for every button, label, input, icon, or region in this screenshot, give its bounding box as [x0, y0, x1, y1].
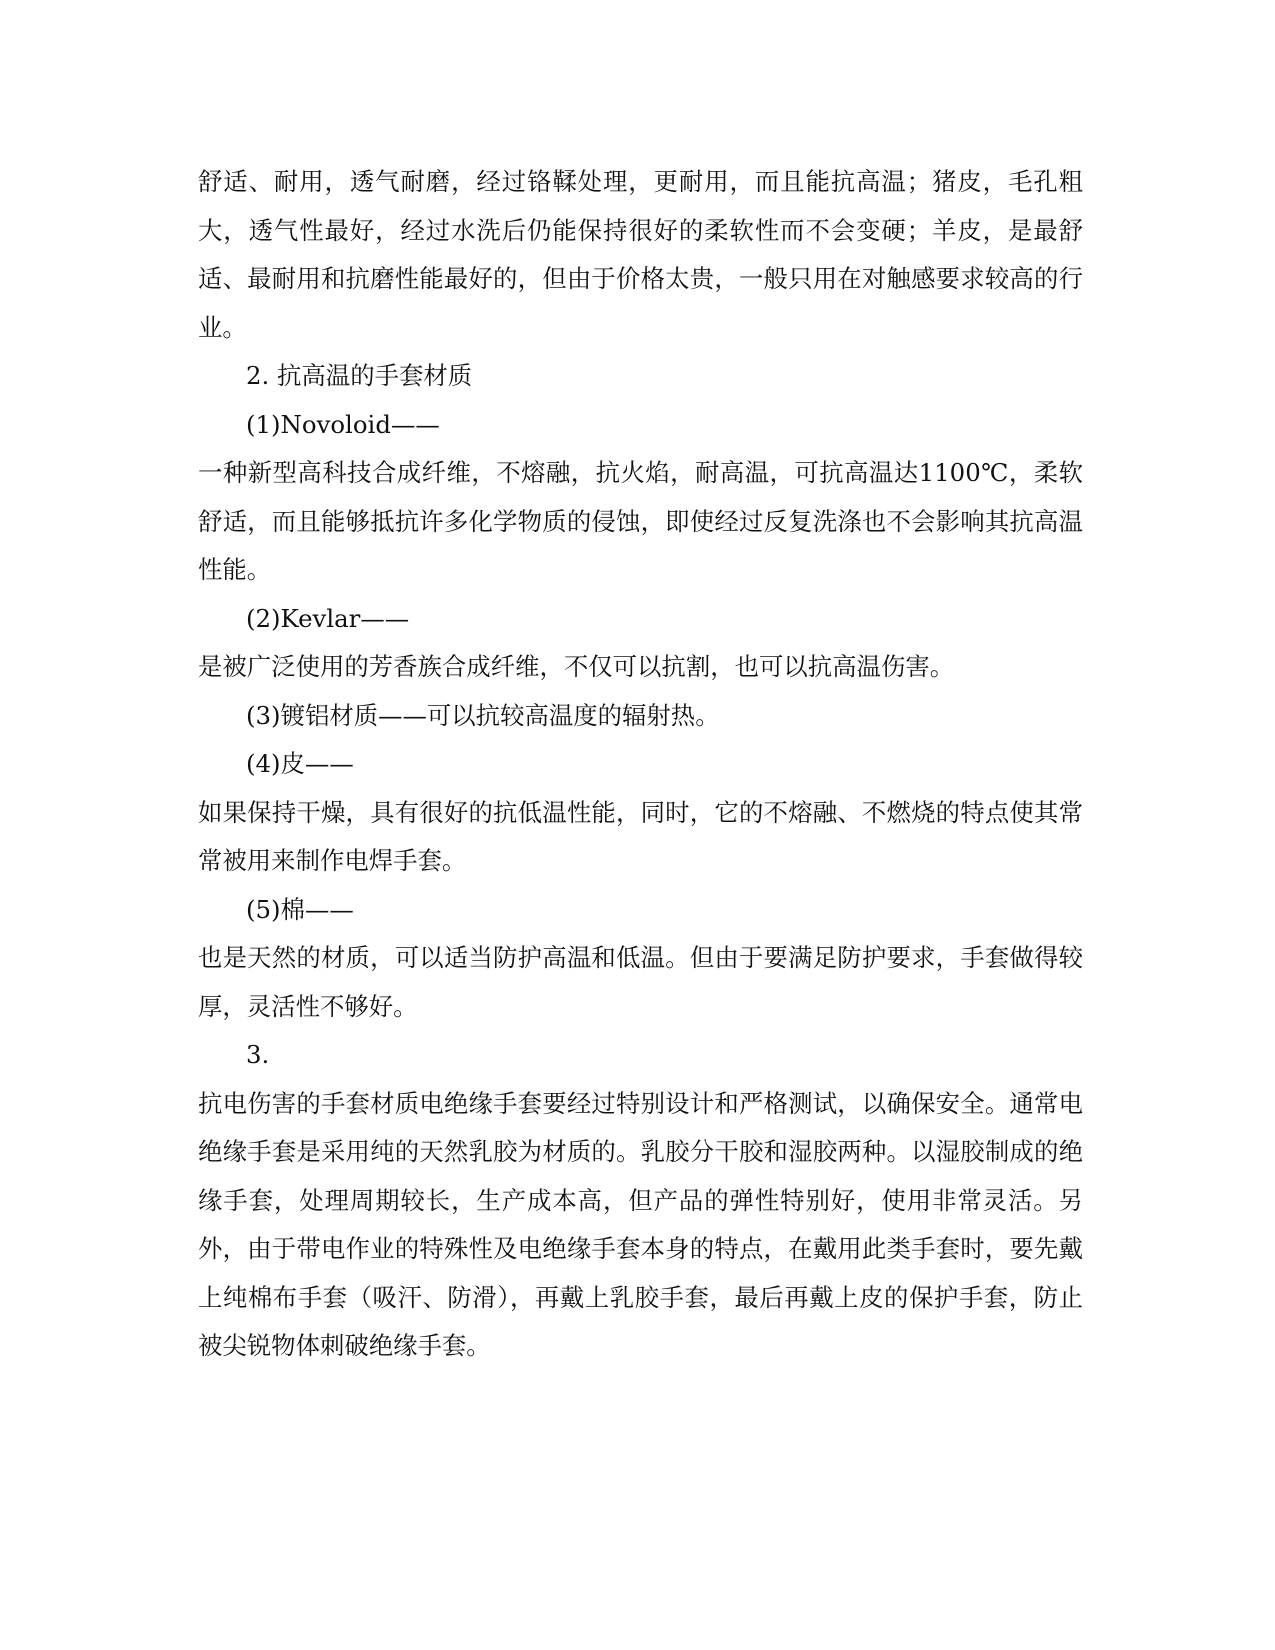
paragraph-novoloid: 一种新型高科技合成纤维，不熔融，抗火焰，耐高温，可抗高温达1100℃，柔软舒适，而且能够抵抗许多化学物质的侵蚀，即使经过反复洗涤也不会影响其抗高温性能。: [198, 458, 1083, 584]
paragraph-electrical-insulation: 抗电伤害的手套材质电绝缘手套要经过特别设计和严格测试，以确保安全。通常电绝缘手套是采用纯的天然乳胶为材质的。乳胶分干胶和湿胶两种。以湿胶制成的绝缘手套，处理周期较长，生产成本高，但产品的弹性特别好，使用非常灵活。另外，由于带电作业的特殊性及电绝缘手套本身的特点，在戴用此类手套时，要先戴上纯棉布手套（吸汗、防滑），再戴上乳胶手套，最后再戴上皮的保护手套，防止被尖锐物体刺破绝缘手套。: [198, 1088, 1083, 1360]
item-heading-kevlar: (2)Kevlar——: [246, 603, 410, 633]
item-heading-leather: (4)皮——: [246, 749, 354, 778]
paragraph-leather: 如果保持干燥，具有很好的抗低温性能，同时，它的不熔融、不燃烧的特点使其常常被用来制作电焊手套。: [198, 797, 1083, 875]
document-body: [198, 158, 1083, 1371]
item-heading-cotton: (5)棉——: [246, 894, 354, 924]
paragraph-leather-types: 舒适、耐用，透气耐磨，经过铬鞣处理，更耐用，而且能抗高温；猪皮，毛孔粗大，透气性最好，经过水洗后仍能保持很好的柔软性而不会变硬；羊皮，是最舒适、最耐用和抗磨性能最好的，但由于价格太贵，一般只用在对触感要求较高的行业。: [198, 167, 1083, 342]
paragraph-kevlar: 是被广泛使用的芳香族合成纤维，不仅可以抗割，也可以抗高温伤害。: [198, 652, 955, 681]
section-heading-heat-resistant: 2. 抗高温的手套材质: [246, 361, 473, 390]
item-aluminized: (3)镀铝材质——可以抗较高温度的辐射热。: [246, 700, 720, 730]
paragraph-cotton: 也是天然的材质，可以适当防护高温和低温。但由于要满足防护要求，手套做得较厚，灵活性不够好。: [198, 943, 1083, 1021]
section-number-3: 3.: [246, 1040, 270, 1069]
item-heading-novoloid: (1)Novoloid——: [246, 409, 440, 439]
